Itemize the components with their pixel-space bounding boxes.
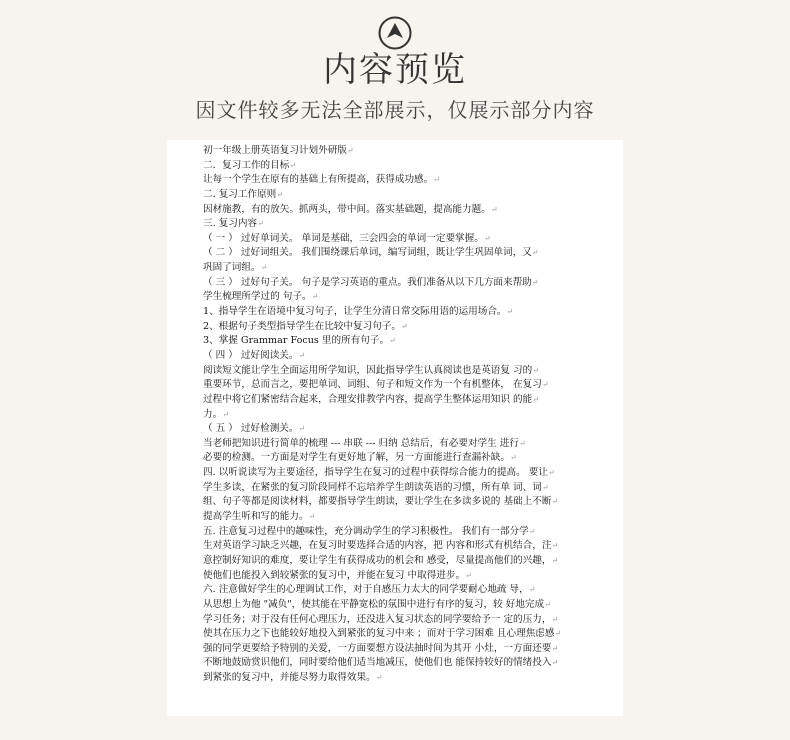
- document-line-text: 强的同学更要给予特别的关爱，一方面要想方设法抽时间为其开 小灶，一方面还要: [203, 642, 552, 654]
- document-line-text: 因材施教，有的放矢。抓两头，带中间。落实基础题，提高能力题。: [203, 203, 491, 215]
- paragraph-mark-icon: ↵: [531, 277, 539, 287]
- paragraph-mark-icon: ↵: [547, 468, 555, 478]
- paragraph-mark-icon: ↵: [541, 482, 549, 492]
- document-line-text: 学习任务；对于没有任何心理压力，还没进入复习状态的同学要给予一 定的压力，: [203, 613, 552, 625]
- document-line-text: （ 五 ） 过好检测关。: [203, 423, 299, 435]
- document-line-text: 当老师把知识进行简单的梳理 --- 串联 --- 归纳 总结后，有必要对学生 进行: [203, 437, 519, 449]
- document-line: [203, 656, 607, 671]
- document-line: [203, 613, 607, 628]
- document-line: [203, 583, 607, 598]
- paragraph-mark-icon: ↵: [551, 497, 559, 507]
- paragraph-mark-icon: ↵: [532, 365, 539, 375]
- document-line-text: （ 二 ） 过好词组关。 我们围绕课后单词，编写词组，既让学生巩固单词，又: [203, 247, 532, 259]
- document-line-text: 1、指导学生在语境中复习句子，让学生分清日常交际用语的运用场合。: [203, 306, 507, 318]
- paragraph-mark-icon: ↵: [389, 336, 396, 346]
- document-line-text: 巩固了词组。: [203, 262, 261, 274]
- paragraph-mark-icon: ↵: [551, 658, 559, 668]
- document-line-text: 到紧张的复习中，并能尽努力取得效果。: [203, 672, 376, 684]
- document-line: [203, 349, 607, 364]
- document-line: [203, 437, 607, 452]
- document-line: [203, 305, 607, 320]
- document-line: [203, 598, 607, 613]
- paragraph-mark-icon: ↵: [528, 526, 536, 536]
- document-line: [203, 290, 607, 305]
- page-title: 内容预览: [323, 50, 467, 90]
- document-line: [203, 276, 607, 291]
- paragraph-mark-icon: ↵: [483, 233, 491, 243]
- paragraph-mark-icon: ↵: [551, 555, 559, 565]
- document-line-text: （ 一 ） 过好单词关。 单词是基础，三会四会的单词一定要掌握。: [203, 232, 484, 244]
- paragraph-mark-icon: ↵: [311, 292, 319, 302]
- document-line-text: 重要环节，总而言之，要把单词、词组、句子和短文作为一个有机整体， 在复习: [203, 379, 542, 391]
- document-line-text: 让每一个学生在原有的基础上有所提高，获得成功感。: [203, 174, 434, 186]
- document-line: [203, 334, 607, 349]
- preview-header: [0, 0, 790, 140]
- document-line: [203, 144, 607, 159]
- document-line-text: 三. 复习内容: [203, 218, 258, 230]
- paragraph-mark-icon: ↵: [551, 643, 559, 653]
- paragraph-mark-icon: ↵: [532, 394, 539, 404]
- document-line: [203, 510, 607, 525]
- document-line: [203, 408, 607, 423]
- document-line-text: 使其在压力之下也能较好地投入到紧张的复习中来 ；而对于学习困难 且心理焦虑感: [203, 628, 555, 640]
- document-line: [203, 671, 607, 686]
- paragraph-mark-icon: ↵: [541, 380, 549, 390]
- document-line-text: 提高学生听和写的能力。: [203, 511, 309, 523]
- paragraph-mark-icon: ↵: [544, 599, 551, 609]
- document-line-text: 过程中将它们紧密结合起来，合理安排教学内容，提高学生整体运用知识 的能: [203, 393, 533, 405]
- document-line-text: 阅读短文能让学生全面运用所学知识，因此指导学生认真阅读也是英语复 习的: [203, 364, 533, 376]
- up-arrow-circle-icon: [378, 16, 412, 50]
- page-subtitle: 因文件较多无法全部展示，仅展示部分内容: [195, 98, 595, 122]
- document-line: [203, 495, 607, 510]
- document-line-text: 四. 以听说读写为主要途径，指导学生在复习的过程中获得综合能力的提高。 要让: [203, 467, 548, 479]
- document-text: [203, 144, 607, 686]
- document-line-text: 学生梳理所学过的 句子。: [203, 291, 312, 303]
- document-page: [167, 140, 623, 716]
- document-line-text: 3、掌握 Grammar Focus 里的所有句子。: [203, 335, 390, 347]
- paragraph-mark-icon: ↵: [551, 614, 559, 624]
- document-line: [203, 451, 607, 466]
- paragraph-mark-icon: ↵: [551, 541, 559, 551]
- document-line: [203, 261, 607, 276]
- paragraph-mark-icon: ↵: [260, 263, 268, 273]
- document-line-text: （ 三 ） 过好句子关。 句子是学习英语的重点。我们准备从以下几方面来帮助: [203, 276, 532, 288]
- document-line: [203, 203, 607, 218]
- paragraph-mark-icon: ↵: [276, 189, 283, 199]
- document-line: [203, 159, 607, 174]
- document-line-text: 力。: [203, 408, 223, 420]
- document-line: [203, 393, 607, 408]
- document-line: [203, 217, 607, 232]
- paragraph-mark-icon: ↵: [531, 248, 539, 258]
- document-line: [203, 422, 607, 437]
- paragraph-mark-icon: ↵: [433, 175, 440, 185]
- document-line-text: 二．复习工作的目标: [203, 159, 290, 171]
- paragraph-mark-icon: ↵: [506, 307, 514, 317]
- document-line: [203, 466, 607, 481]
- document-line: [203, 246, 607, 261]
- document-line: [203, 569, 607, 584]
- document-line: [203, 173, 607, 188]
- paragraph-mark-icon: ↵: [298, 424, 306, 434]
- paragraph-mark-icon: ↵: [510, 453, 517, 463]
- paragraph-mark-icon: ↵: [289, 160, 297, 170]
- paragraph-mark-icon: ↵: [518, 438, 526, 448]
- document-line: [203, 627, 607, 642]
- paragraph-mark-icon: ↵: [298, 350, 306, 360]
- document-line: [203, 481, 607, 496]
- paragraph-mark-icon: ↵: [490, 204, 498, 214]
- document-line: [203, 525, 607, 540]
- paragraph-mark-icon: ↵: [465, 570, 472, 580]
- document-line-text: 意控制好知识的难度，要让学生有获得成功的机会和 感受，尽量提高他们的兴趣，: [203, 554, 552, 566]
- document-line-text: 使他们也能投入到较紧张的复习中，并能在复习 中取得进步。: [203, 569, 466, 581]
- document-line-text: 生对英语学习缺乏兴趣，在复习时要选择合适的内容，把 内容和形式有机结合，注: [203, 540, 552, 552]
- document-line: [203, 554, 607, 569]
- document-line: [203, 188, 607, 203]
- paragraph-mark-icon: ↵: [528, 585, 536, 595]
- document-line-text: 组、句子等都是阅读材料，都要指导学生朗读，要让学生在多读多说的 基础上不断: [203, 496, 552, 508]
- document-line-text: 二. 复习工作原则: [203, 188, 277, 200]
- document-line-text: 2、根据句子类型指导学生在比较中复习句子。: [203, 320, 401, 332]
- document-line: [203, 232, 607, 247]
- document-line: [203, 378, 607, 393]
- document-line-text: （ 四 ） 过好阅读关。: [203, 349, 299, 361]
- document-line: [203, 320, 607, 335]
- document-line-text: 学生多读，在紧张的复习阶段同样不忘培养学生朗读英语的习惯，所有单 词、词: [203, 481, 542, 493]
- document-line-text: 不断地鼓励赏识他们，同时要给他们适当地减压，使他们也 能保持较好的情绪投入: [203, 657, 552, 669]
- document-line-text: 必要的检测。一方面是对学生有更好地了解，另一方面能进行查漏补缺。: [203, 452, 510, 464]
- paragraph-mark-icon: ↵: [346, 146, 354, 155]
- document-line: [203, 539, 607, 554]
- document-line: [203, 642, 607, 657]
- paragraph-mark-icon: ↵: [222, 409, 229, 419]
- document-line-text: 初一年级上册英语复习计划外研版: [203, 145, 347, 156]
- paragraph-mark-icon: ↵: [257, 219, 264, 229]
- paragraph-mark-icon: ↵: [375, 673, 383, 683]
- paragraph-mark-icon: ↵: [308, 512, 316, 522]
- document-line-text: 从思想上为他 "减负"，使其能在平静宽松的氛围中进行有序的复习，较 好地完成: [203, 598, 545, 610]
- paragraph-mark-icon: ↵: [400, 321, 408, 331]
- document-line-text: 六. 注意做好学生的心理调试工作，对于自感压力太大的同学要耐心地疏 导，: [203, 584, 529, 596]
- document-line: [203, 364, 607, 379]
- document-line-text: 五. 注意复习过程中的趣味性，充分调动学生的学习积极性。 我们有一部分学: [203, 525, 529, 537]
- paragraph-mark-icon: ↵: [554, 629, 562, 639]
